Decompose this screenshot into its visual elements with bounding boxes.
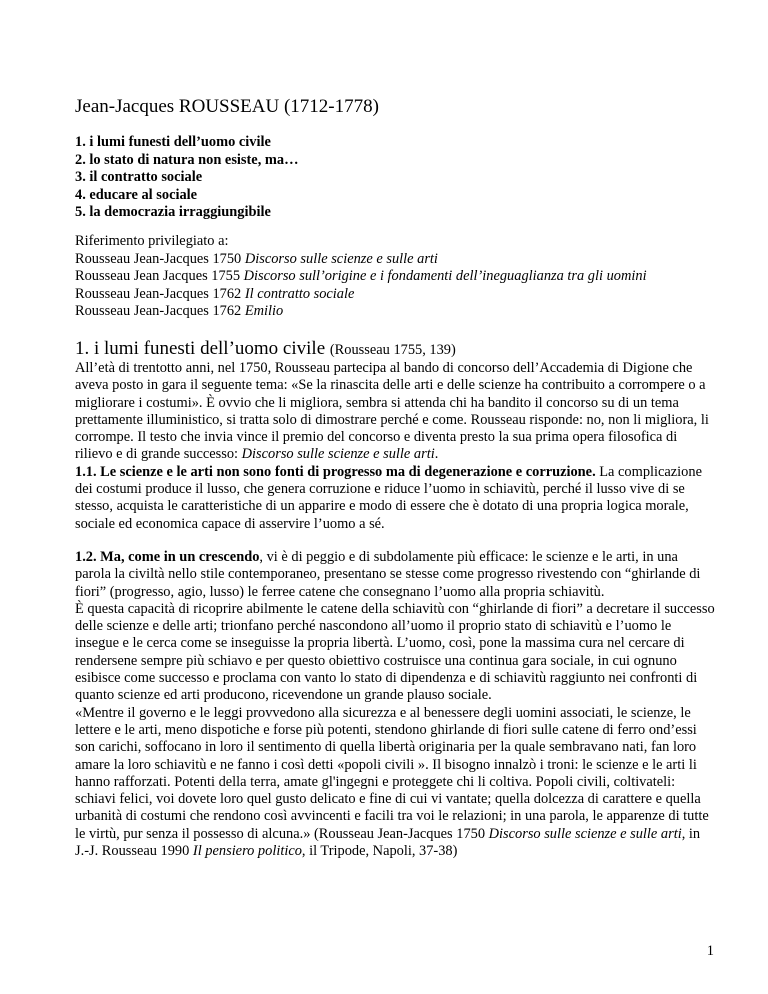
page-number: 1	[706, 943, 714, 959]
section-body	[75, 360, 717, 860]
reference-work: Emilio	[244, 303, 284, 319]
reference-author: Rousseau Jean-Jacques 1762	[75, 285, 245, 302]
paragraph	[75, 360, 717, 464]
section-source: (Rousseau 1755, 139)	[329, 342, 456, 358]
reference-item	[75, 303, 715, 321]
toc-item: 5. la democrazia irraggiungibile	[75, 204, 271, 220]
reference-item	[75, 268, 715, 286]
paragraph-text: , il Tripode, Napoli, 37-38)	[301, 843, 458, 860]
subsection-title: 1.1. Le scienze e le arti non sono fonti di progresso ma di degenerazione e corruzione.	[75, 463, 596, 480]
paragraph-text: , vi è di peggio e di subdolamente più efficace: le scienze e le arti, in una parola la civiltà nello stile contemporaneo, presentano se stesse come progresso rivestendo con “ghirlande di fiori” (progresso, agio, lusso) le ferree catene che consegnano l’uomo alla propria schiavitù.	[75, 548, 701, 600]
paragraph-text: , in J.-J. Rousseau 1990	[75, 825, 701, 860]
reference-work: Il contratto sociale	[244, 285, 355, 302]
section-heading-text: 1. i lumi funesti dell’uomo civile	[75, 338, 330, 359]
toc-item: 1. i lumi funesti dell’uomo civile	[75, 134, 271, 150]
paragraph-text: La complicazione dei costumi produce il lusso, che genera corruzione e riduce l’uomo in schiavitù, perché il lusso vive di se stesso, acquista le caratteristiche di un apparire e modo di essere che è dotato di una propria logica morale, sociale ed economica capace di asservire l’uomo a sé.	[75, 463, 702, 532]
quote-paragraph	[75, 705, 717, 861]
reference-author: Rousseau Jean-Jacques 1750	[75, 250, 245, 267]
reference-author: Rousseau Jean Jacques 1755	[75, 268, 244, 284]
cited-work: Discorso sulle scienze e sulle arti	[488, 825, 682, 842]
document-title: Jean-Jacques ROUSSEAU (1712-1778)	[75, 96, 379, 117]
paragraph	[75, 464, 717, 533]
toc-item: 4. educare al sociale	[75, 186, 198, 203]
cited-work: Discorso sulle scienze e sulle arti	[241, 446, 435, 463]
toc-item: 2. lo stato di natura non esiste, ma…	[75, 151, 299, 168]
reference-item	[75, 286, 715, 304]
reference-work: Discorso sull’origine e i fondamenti dell’ineguaglianza tra gli uomini	[243, 268, 647, 284]
paragraph-text: «Mentre il governo e le leggi provvedono alla sicurezza e al benessere degli uomini associati, le scienze, le lettere e le arti, meno dispotiche e forse più potenti, stendono ghirlande di fiori sulle catene di ferro ond’essi son carichi, soffocano in loro il sentimento di quella libertà originaria per la quale sembravano nati, fan loro amare la loro schiavitù e ne fanno i così detti «popoli civili ». Il bisogno innalzò i troni: le scienze e le arti li hanno rafforzati. Potenti della terra, amate gl'ingegni e proteggete chi li coltiva. Popoli civili, coltivateli: schiavi felici, voi dovete loro quel gusto delicato e fine di cui vi vantate; quella dolcezza di carattere e quella urbanità di costumi che rendono così avvincenti e facili tra voi le relazioni; in una parola, le apparenze di tutte le virtù, pur senza il possesso di alcuna.» (Rousseau Jean-Jacques 1750	[75, 704, 709, 842]
reference-author: Rousseau Jean-Jacques 1762	[75, 303, 245, 319]
toc-item: 3. il contratto sociale	[75, 169, 203, 185]
references-block	[75, 233, 715, 321]
subsection-title: 1.2. Ma, come in un crescendo	[75, 548, 260, 565]
reference-item	[75, 251, 715, 269]
paragraph: È questa capacità di ricoprire abilmente le catene della schiavitù con “ghirlande di fiori” a decretare il successo delle scienze e delle arti; trionfano perché nascondono all’uomo il proprio stato di schiavitù e l’uomo le insegue e le cerca come se inseguisse la propria libertà. L’uomo, così, pone la massima cura nel cercare di rendersene sempre più schiavo e per questo obiettivo costruisce una continua gara sociale, in cui ognuno esibisce come successo e proclama con vanto lo stato di dipendenza e di schiavitù raggiunto nei confronti di quanto scienze ed arti producono, ricevendone un grande plauso sociale.	[75, 600, 715, 704]
section-heading	[75, 338, 715, 361]
paragraph-text: All’età di trentotto anni, nel 1750, Rousseau partecipa al bando di concorso dell’Accademia di Digione che aveva posto in gara il seguente tema: «Se la rinascita delle arti e delle scienze ha contribuito a corrompere o a migliorare i costumi». È ovvio che li migliora, sembra si attenda chi ha bandito il concorso su di un tema prettamente illuministico, si tratta solo di dimostrare perché e come. Rousseau risponde: no, non li migliora, li corrompe. Il testo che invia vince il premio del concorso e diventa presto la sua prima opera filosofica di rilievo e di grande successo:	[75, 360, 709, 463]
paragraph	[75, 549, 717, 601]
table-of-contents	[75, 134, 715, 222]
cited-work: Il pensiero politico	[192, 843, 302, 860]
reference-work: Discorso sulle scienze e sulle arti	[244, 250, 438, 267]
references-heading: Riferimento privilegiato a:	[75, 233, 229, 249]
paragraph-text: .	[434, 446, 439, 463]
